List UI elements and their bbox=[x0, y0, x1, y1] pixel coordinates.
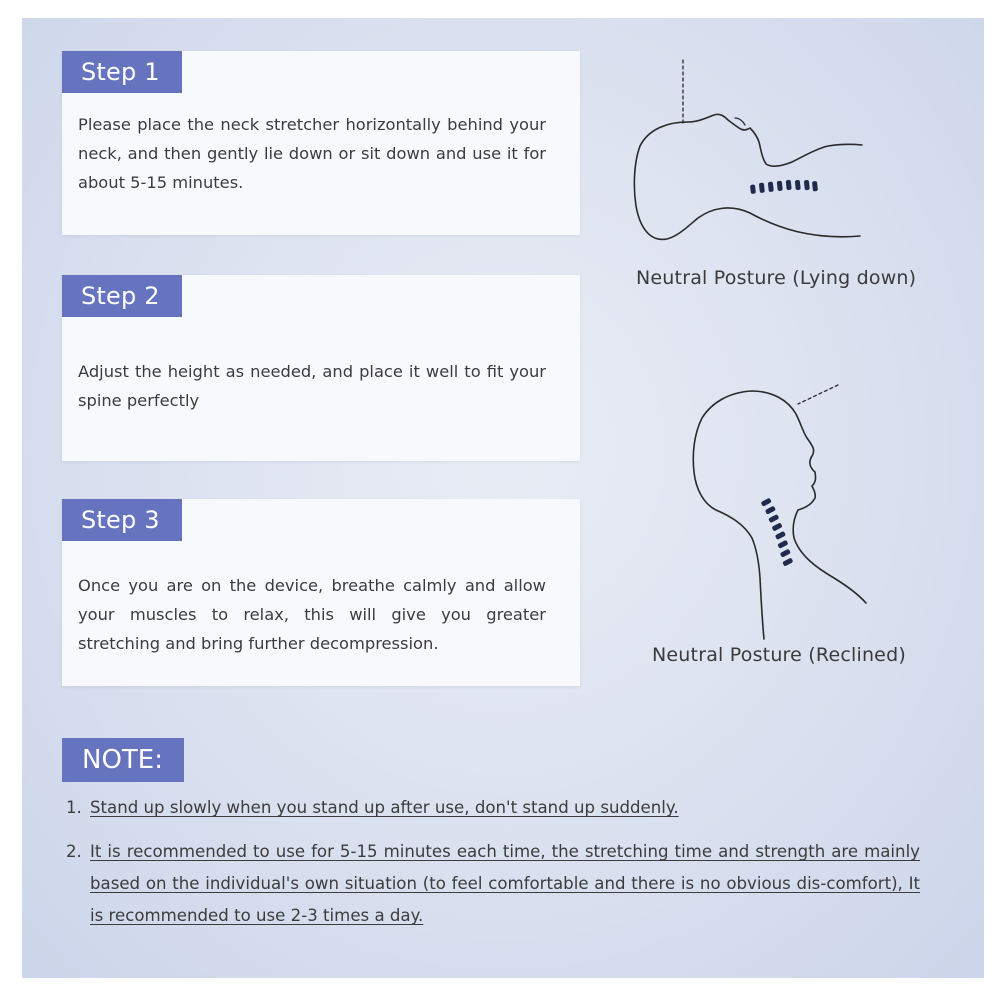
posture-illustrations bbox=[602, 58, 982, 678]
reclined-caption: Neutral Posture (Reclined) bbox=[652, 644, 906, 666]
note-item-1 bbox=[66, 792, 926, 824]
step-2-text: Adjust the height as needed, and place it well to fit your spine perfectly bbox=[78, 362, 546, 410]
note-item-2-number: 2. bbox=[66, 842, 82, 861]
step-3-card bbox=[62, 499, 580, 686]
step-3-badge: Step 3 bbox=[62, 499, 182, 541]
note-item-1-text: Stand up slowly when you stand up after use, don't stand up suddenly. bbox=[90, 798, 679, 817]
note-badge: NOTE: bbox=[62, 738, 184, 782]
step-1-text: Please place the neck stretcher horizontally behind your neck, and then gently lie down or sit down and use it for about 5-15 minutes. bbox=[78, 115, 546, 192]
reclined-figure-icon bbox=[693, 385, 866, 639]
instruction-panel bbox=[22, 18, 984, 978]
step-2-card bbox=[62, 275, 580, 461]
note-item-2 bbox=[66, 836, 920, 932]
lying-down-figure-icon bbox=[634, 60, 862, 239]
note-item-1-number: 1. bbox=[66, 798, 82, 817]
step-1-badge: Step 1 bbox=[62, 51, 182, 93]
lying-down-caption: Neutral Posture (Lying down) bbox=[636, 267, 917, 289]
step-3-text: Once you are on the device, breathe calmly and allow your muscles to relax, this will give you greater stretching and bring further decompression. bbox=[78, 576, 546, 653]
step-1-card bbox=[62, 51, 580, 235]
step-2-badge: Step 2 bbox=[62, 275, 182, 317]
note-item-2-text: It is recommended to use for 5-15 minutes each time, the stretching time and strength are mainly based on the individual's own situation (to feel comfortable and there is no obvious dis-comfort), It is recommended to use 2-3 times a day. bbox=[90, 842, 920, 925]
lying-down-vertebrae-icon bbox=[750, 177, 818, 198]
